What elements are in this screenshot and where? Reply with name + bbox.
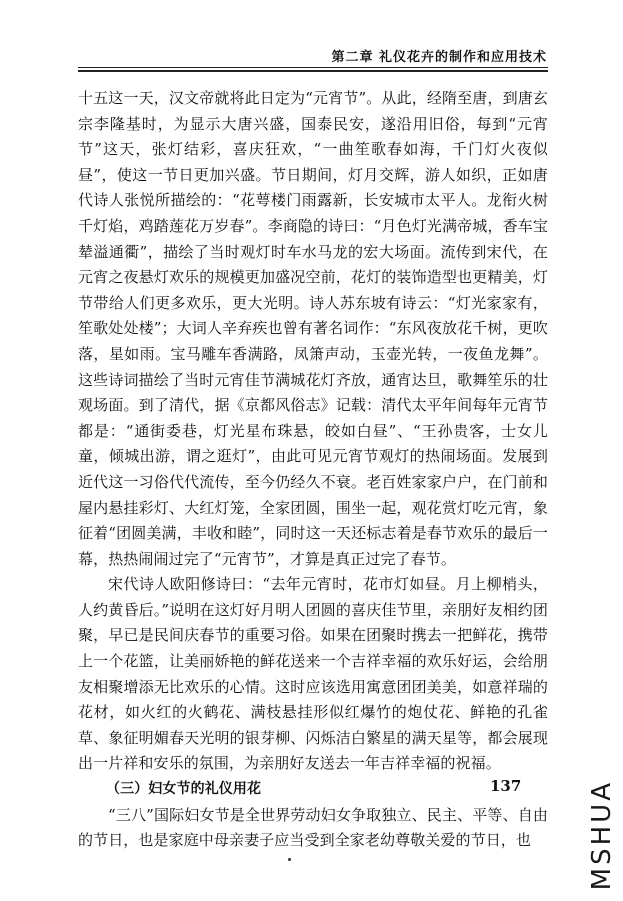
watermark: MSHUA xyxy=(587,780,617,891)
scan-speck xyxy=(288,858,291,861)
paragraph-womens-day: “三八”国际妇女节是全世界劳动妇女争取独立、民主、平等、自由的节日，也是家庭中母亲妻子应当受到全家老幼尊敬关爱的节日，也 xyxy=(78,805,548,850)
section-heading: （三）妇女节的礼仪用花 xyxy=(106,781,262,798)
body-text xyxy=(78,86,548,854)
header-rule-thin xyxy=(78,67,548,68)
paragraph-lantern-festival: 十五这一天，汉文帝就将此日定为“元宵节”。从此，经隋至唐，到唐玄宗李隆基时，为显示大唐兴盛，国泰民安，遂沿用旧俗，每到“元宵节”这天，张灯结彩，喜庆狂欢，“一曲笙歌春如海，千门灯火夜似昼”，使这一节日更加兴盛。节日期间，灯月交辉，游人如织，正如唐代诗人张悦所描绘的：“花萼楼门雨露新，长安城市太平人。龙衔火树千灯焰，鸡踏莲花万岁春”。李商隐的诗曰：“月色灯光满帝城，香车宝辇溢通衢”，描绘了当时观灯时车水马龙的宏大场面。流传到宋代，在元宵之夜悬灯欢乐的规模更加盛况空前，花灯的装饰造型也更精美，灯节带给人们更多欢乐，更大光明。诗人苏东坡有诗云：“灯光家家有，笙歌处处楼”；大词人辛弃疾也曾有著名词作：“东风夜放花千树，更吹落，星如雨。宝马雕车香满路，凤箫声动，玉壶光转，一夜鱼龙舞”。这些诗词描绘了当时元宵佳节满城花灯齐放，通宵达旦，歌舞笙乐的壮观场面。到了清代，据《京都风俗志》记载：清代太平年间每年元宵节都是：“通街委巷，灯光星布珠悬，皎如白昼”、“王孙贵客，士女儿童，倾城出游，谓之逛灯”，由此可见元宵节观灯的热闹场面。发展到近代这一习俗代代流传，至今仍经久不衰。老百姓家家户户，在门前和屋内悬挂彩灯、大红灯笼，全家团圆，围坐一起，观花赏灯吃元宵，象征着“团圆美满，丰收和睦”，同时这一天还标志着是春节欢乐的最后一幕，热热闹闹过完了“元宵节”，才算是真正过完了春节。 xyxy=(78,89,548,568)
paragraph-ouyang-xiu: 宋代诗人欧阳修诗曰：“去年元宵时，花市灯如昼。月上柳梢头，人约黄昏后。”说明在这灯好月明人团圆的喜庆佳节里，亲朋好友相约团聚，早已是民间庆春节的重要习俗。如果在团聚时携去一把鲜花，携带上一个花篮，让美丽娇艳的鲜花送来一个吉祥幸福的欢乐好运，会给朋友相聚增添无比欢乐的心情。这时应该选用寓意团团美美，如意祥瑞的花材，如火红的火鹤花、满枝悬挂形似红爆竹的炮仗花、鲜艳的孔雀草、象征明媚春天光明的银芽柳、闪烁洁白繁星的满天星等，都会展现出一片祥和安乐的氛围，为亲朋好友送去一年吉祥幸福的祝福。 xyxy=(78,575,548,773)
page-number: 137 xyxy=(490,777,522,795)
header-rule-thick xyxy=(78,70,548,72)
running-head: 第二章 礼仪花卉的制作和应用技术 xyxy=(331,50,547,65)
